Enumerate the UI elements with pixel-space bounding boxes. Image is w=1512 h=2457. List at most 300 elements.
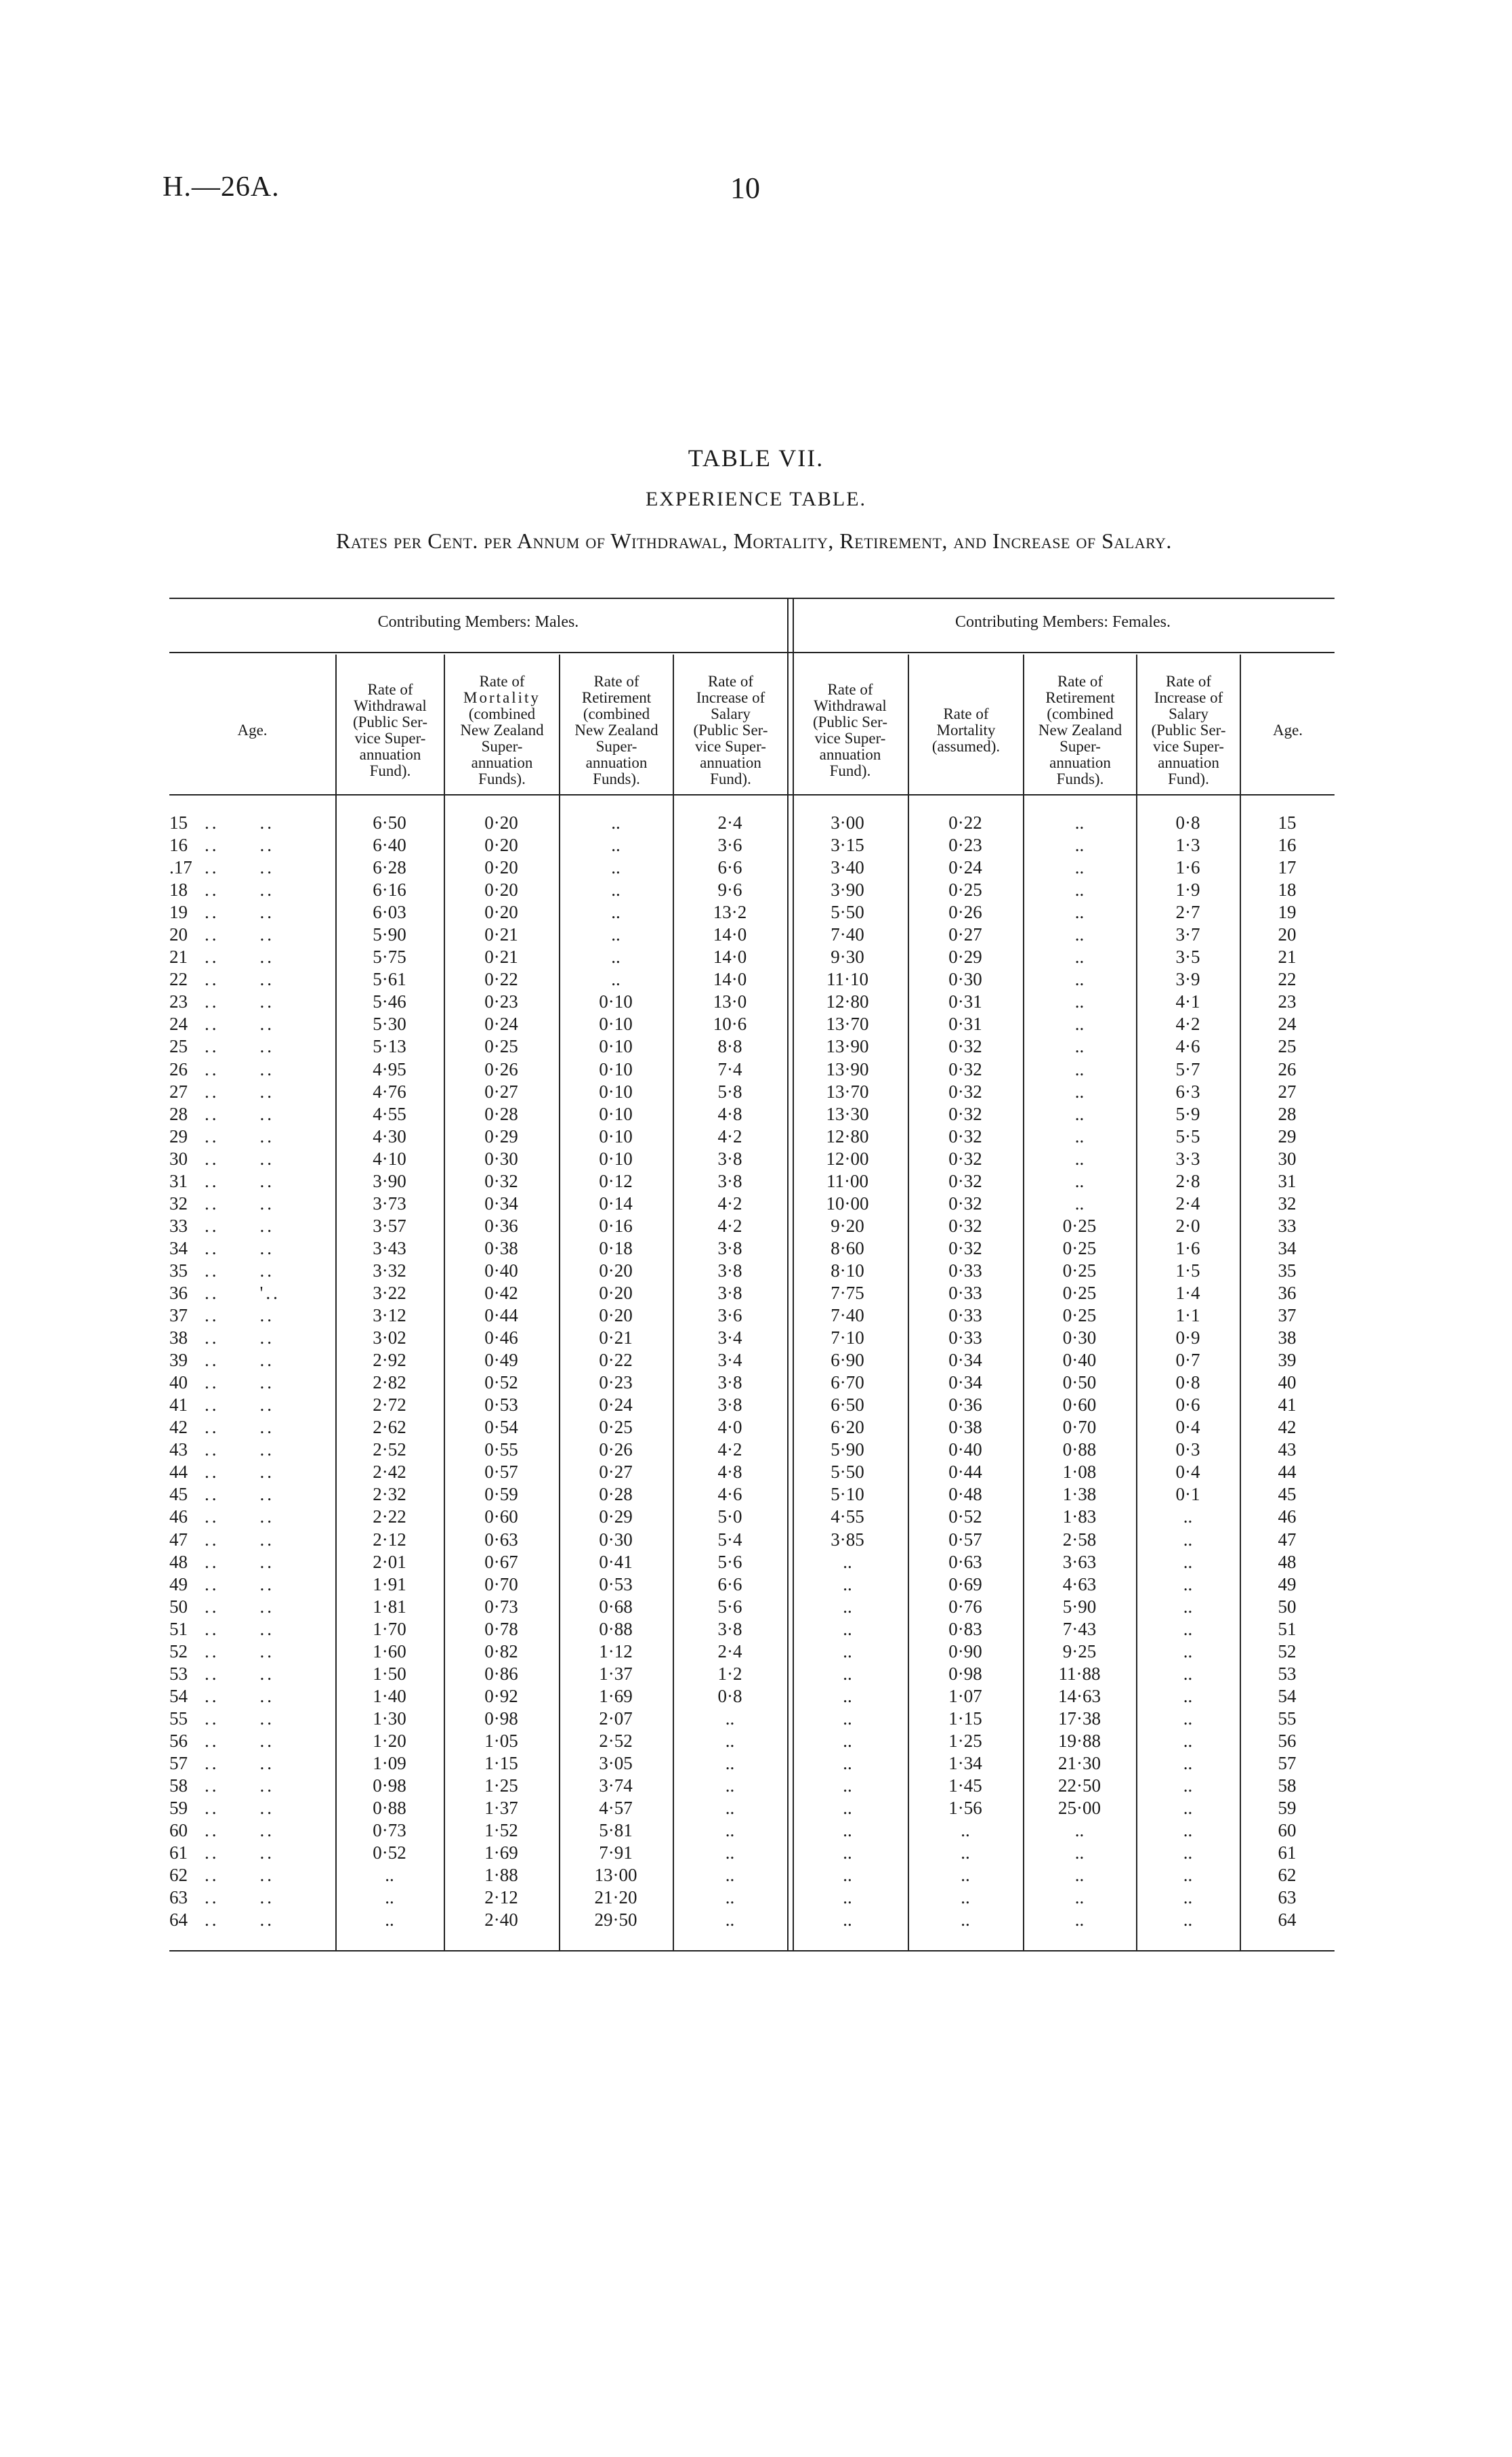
leader-dots: .. — [259, 1036, 274, 1057]
male-retirement-cell: 13·00 — [594, 1865, 637, 1886]
male-withdrawal-cell: 1·60 — [373, 1640, 406, 1661]
age-value: 37 — [169, 1305, 188, 1326]
female-salary-cell: 0·7 — [1175, 1350, 1200, 1371]
age-right-cell: 42 — [1278, 1417, 1297, 1438]
male-withdrawal-cell: 2·01 — [373, 1551, 406, 1572]
female-retirement-cell: .. — [1074, 835, 1085, 856]
female-retirement-cell: .. — [1074, 1058, 1085, 1079]
table-row — [169, 1506, 1335, 1528]
female-salary-cell: 4·6 — [1175, 1036, 1200, 1057]
age-value: 61 — [169, 1842, 188, 1863]
female-retirement-cell: .. — [1074, 1103, 1085, 1124]
male-withdrawal-cell: 4·10 — [373, 1148, 406, 1169]
age-value: 27 — [169, 1081, 188, 1102]
female-salary-cell: 0·9 — [1175, 1327, 1200, 1348]
male-mortality-cell: 1·25 — [484, 1775, 518, 1796]
table-row — [169, 1215, 1335, 1237]
female-retirement-cell: 0·30 — [1062, 1327, 1097, 1348]
male-withdrawal-cell: 1·20 — [373, 1730, 406, 1751]
page-number: 10 — [730, 171, 760, 205]
female-mortality-cell: 1·07 — [948, 1685, 982, 1706]
female-mortality-cell: 1·15 — [948, 1708, 982, 1729]
female-salary-cell: 2·8 — [1175, 1170, 1200, 1191]
male-withdrawal-cell: .. — [385, 1909, 394, 1930]
table-row — [169, 1886, 1335, 1909]
age-value: 58 — [169, 1775, 188, 1796]
table-row — [169, 1797, 1335, 1819]
female-mortality-cell: 0·63 — [948, 1551, 982, 1572]
table-row — [169, 1013, 1335, 1035]
age-right-cell: 40 — [1278, 1372, 1297, 1393]
male-salary-cell: 2·4 — [717, 812, 742, 833]
leader-dots: .. — [259, 1462, 274, 1483]
female-retirement-cell: 17·38 — [1058, 1708, 1101, 1729]
male-withdrawal-cell: 5·30 — [373, 1014, 406, 1035]
female-mortality-cell: 0·31 — [948, 991, 982, 1012]
age-right-cell: 62 — [1278, 1865, 1297, 1886]
female-withdrawal-cell: 11·00 — [826, 1170, 868, 1191]
leader-dots: .. — [205, 1395, 219, 1416]
male-retirement-cell: 0·10 — [599, 1058, 633, 1079]
age-value: 23 — [169, 991, 188, 1012]
female-mortality-cell: 0·33 — [948, 1283, 982, 1303]
table-row — [169, 1909, 1335, 1931]
female-mortality-cell: 0·30 — [948, 969, 982, 990]
age-cell — [169, 1260, 335, 1282]
leader-dots: .. — [205, 857, 219, 878]
age-right-cell: 35 — [1278, 1260, 1297, 1281]
male-salary-cell: 2·4 — [717, 1640, 742, 1661]
age-right-cell: 31 — [1278, 1170, 1297, 1191]
female-retirement-cell: 19·88 — [1058, 1730, 1101, 1751]
age-value: 19 — [169, 902, 188, 923]
male-retirement-cell: 0·10 — [599, 1126, 633, 1147]
male-mortality-cell: 0·78 — [484, 1618, 518, 1639]
female-salary-cell: .. — [1183, 1842, 1193, 1863]
age-right-cell: 64 — [1278, 1909, 1297, 1930]
male-withdrawal-cell: 1·09 — [373, 1752, 406, 1773]
male-mortality-cell: 0·20 — [484, 812, 518, 833]
age-cell — [169, 1640, 335, 1663]
female-mortality-cell: 0·26 — [948, 902, 982, 923]
female-retirement-cell: 0·25 — [1062, 1283, 1097, 1303]
table-row — [169, 1551, 1335, 1573]
age-right-cell: 43 — [1278, 1439, 1297, 1460]
leader-dots: .. — [259, 1327, 274, 1348]
male-mortality-cell: 0·53 — [484, 1395, 518, 1416]
table-bottom-rule — [169, 1950, 1335, 1952]
table-row — [169, 812, 1335, 834]
leader-dots: .. — [205, 1350, 219, 1371]
male-mortality-cell: 0·20 — [484, 902, 518, 923]
female-salary-cell: 5·9 — [1175, 1103, 1200, 1124]
age-value: 46 — [169, 1506, 188, 1527]
leader-dots: .. — [205, 1820, 219, 1841]
leader-dots: .. — [259, 1014, 274, 1035]
female-withdrawal-cell: .. — [843, 1820, 852, 1841]
male-withdrawal-cell: 0·73 — [373, 1820, 406, 1841]
female-salary-cell: .. — [1183, 1752, 1193, 1773]
age-value: 20 — [169, 924, 188, 945]
age-cell — [169, 812, 335, 834]
leader-dots: .. — [259, 947, 274, 968]
male-salary-cell: 6·6 — [717, 1573, 742, 1594]
male-mortality-cell: 0·42 — [484, 1283, 518, 1303]
female-retirement-cell: .. — [1074, 1842, 1085, 1863]
male-salary-cell: .. — [725, 1708, 735, 1729]
age-value: 43 — [169, 1439, 188, 1460]
female-mortality-cell: 0·48 — [948, 1484, 982, 1505]
female-salary-cell: 2·7 — [1175, 902, 1200, 923]
female-retirement-cell: 2·58 — [1062, 1529, 1097, 1550]
age-cell — [169, 1349, 335, 1371]
female-mortality-cell: 0·34 — [948, 1350, 982, 1371]
age-cell — [169, 1193, 335, 1215]
female-mortality-cell: 0·57 — [948, 1529, 982, 1550]
female-withdrawal-cell: .. — [843, 1685, 852, 1706]
male-withdrawal-cell: 2·42 — [373, 1462, 406, 1483]
female-salary-cell: .. — [1183, 1909, 1193, 1930]
leader-dots: .. — [205, 1752, 219, 1773]
female-withdrawal-cell: 5·90 — [831, 1439, 864, 1460]
male-mortality-cell: 0·26 — [484, 1058, 518, 1079]
male-withdrawal-cell: 5·61 — [373, 969, 406, 990]
age-value: 62 — [169, 1865, 188, 1886]
table-row — [169, 924, 1335, 946]
table-row — [169, 1730, 1335, 1752]
female-withdrawal-cell: 8·10 — [831, 1260, 864, 1281]
male-retirement-cell: 0·10 — [599, 991, 633, 1012]
leader-dots: .. — [205, 1551, 219, 1572]
experience-table — [169, 812, 1335, 1931]
female-retirement-cell: 1·38 — [1062, 1484, 1097, 1505]
female-mortality-cell: 0·32 — [948, 1148, 982, 1169]
leader-dots: .. — [259, 1439, 274, 1460]
table-name: EXPERIENCE TABLE. — [645, 488, 867, 510]
male-salary-cell: 13·0 — [713, 991, 747, 1012]
female-withdrawal-cell: 13·70 — [826, 1014, 869, 1035]
male-salary-cell: 5·4 — [717, 1529, 742, 1550]
male-withdrawal-cell: 6·50 — [373, 812, 406, 833]
female-retirement-cell: 0·25 — [1062, 1237, 1097, 1258]
age-cell — [169, 1886, 335, 1909]
table-row — [169, 1416, 1335, 1439]
female-salary-cell: 3·9 — [1175, 969, 1200, 990]
female-salary-cell: 0·8 — [1175, 1372, 1200, 1393]
male-retirement-cell: 0·26 — [599, 1439, 633, 1460]
male-mortality-cell: 0·59 — [484, 1484, 518, 1505]
male-retirement-cell: .. — [611, 924, 621, 945]
male-salary-cell: 3·8 — [717, 1170, 742, 1191]
male-salary-cell: .. — [725, 1865, 735, 1886]
female-withdrawal-cell: 10·00 — [826, 1193, 869, 1214]
leader-dots: .. — [259, 1685, 274, 1706]
female-retirement-cell: .. — [1074, 991, 1085, 1012]
male-withdrawal-cell: 3·32 — [373, 1260, 406, 1281]
table-row — [169, 991, 1335, 1013]
male-salary-header: Rate of Increase of Salary (Public Ser- vice Super- annuation Fund). — [693, 673, 768, 787]
male-withdrawal-cell: 2·92 — [373, 1350, 406, 1371]
female-salary-cell: 1·3 — [1175, 835, 1200, 856]
age-cell — [169, 1506, 335, 1528]
leader-dots: .. — [205, 947, 219, 968]
female-retirement-cell: 5·90 — [1062, 1596, 1097, 1617]
female-salary-cell: 0·1 — [1175, 1484, 1200, 1505]
male-salary-cell: .. — [725, 1775, 735, 1796]
leader-dots: .. — [259, 1103, 274, 1124]
leader-dots: .. — [205, 1260, 219, 1281]
age-value: 41 — [169, 1395, 188, 1416]
female-withdrawal-cell: 5·50 — [831, 1462, 864, 1483]
male-salary-cell: 14·0 — [713, 924, 747, 945]
female-mortality-cell: .. — [961, 1820, 970, 1841]
male-withdrawal-cell: 5·13 — [373, 1036, 406, 1057]
male-retirement-cell: 5·81 — [599, 1820, 633, 1841]
male-withdrawal-cell: 4·95 — [373, 1058, 406, 1079]
table-row — [169, 968, 1335, 991]
age-value: 60 — [169, 1820, 188, 1841]
female-retirement-cell: .. — [1074, 1820, 1085, 1841]
male-withdrawal-cell: 1·50 — [373, 1663, 406, 1684]
leader-dots: .. — [259, 1484, 274, 1505]
table-row — [169, 1260, 1335, 1282]
leader-dots: .. — [259, 1215, 274, 1236]
leader-dots: .. — [259, 812, 274, 833]
males-group-header: Contributing Members: Males. — [377, 613, 579, 631]
female-withdrawal-cell: 7·40 — [831, 924, 864, 945]
female-mortality-cell: 0·33 — [948, 1305, 982, 1326]
female-withdrawal-cell: .. — [843, 1551, 852, 1572]
age-value: 22 — [169, 969, 188, 990]
age-value: 64 — [169, 1909, 188, 1930]
female-retirement-cell: 4·63 — [1062, 1573, 1097, 1594]
leader-dots: .. — [259, 1506, 274, 1527]
male-retirement-cell: 7·91 — [599, 1842, 633, 1863]
table-row — [169, 1327, 1335, 1349]
leader-dots: .. — [205, 1417, 219, 1438]
female-salary-cell: .. — [1183, 1798, 1193, 1819]
age-cell — [169, 856, 335, 879]
female-mortality-cell: 1·45 — [948, 1775, 982, 1796]
female-withdrawal-cell: 3·85 — [831, 1529, 864, 1550]
table-row — [169, 1282, 1335, 1304]
male-salary-cell: .. — [725, 1887, 735, 1908]
female-withdrawal-cell: 4·55 — [831, 1506, 864, 1527]
male-mortality-cell: 0·38 — [484, 1237, 518, 1258]
age-value: 29 — [169, 1126, 188, 1147]
age-value: 47 — [169, 1529, 188, 1550]
age-right-cell: 41 — [1278, 1395, 1297, 1416]
male-retirement-cell: 0·20 — [599, 1260, 633, 1281]
female-retirement-cell: .. — [1074, 969, 1085, 990]
age-cell — [169, 1708, 335, 1730]
age-cell — [169, 1730, 335, 1752]
leader-dots: .. — [205, 1708, 219, 1729]
female-withdrawal-cell: 6·20 — [831, 1417, 864, 1438]
female-salary-cell: 1·6 — [1175, 857, 1200, 878]
male-mortality-cell: 0·20 — [484, 880, 518, 901]
male-salary-cell: 3·6 — [717, 1305, 742, 1326]
male-salary-cell: .. — [725, 1909, 735, 1930]
leader-dots: .. — [259, 1551, 274, 1572]
leader-dots: .. — [259, 1663, 274, 1684]
male-withdrawal-cell: 2·62 — [373, 1417, 406, 1438]
age-value: 56 — [169, 1730, 188, 1751]
female-salary-cell: .. — [1183, 1596, 1193, 1617]
leader-dots: .. — [205, 1887, 219, 1908]
age-cell — [169, 1013, 335, 1035]
age-right-cell: 19 — [1278, 902, 1297, 923]
leader-dots: .. — [205, 969, 219, 990]
leader-dots: .. — [259, 1775, 274, 1796]
age-right-cell: 34 — [1278, 1237, 1297, 1258]
leader-dots: .. — [259, 1909, 274, 1930]
male-mortality-cell: 0·60 — [484, 1506, 518, 1527]
male-withdrawal-cell: 1·81 — [373, 1596, 406, 1617]
leader-dots: .. — [259, 1596, 274, 1617]
male-retirement-cell: 0·20 — [599, 1283, 633, 1303]
leader-dots: .. — [259, 1350, 274, 1371]
male-mortality-cell: 0·21 — [484, 947, 518, 968]
age-cell — [169, 1529, 335, 1551]
male-mortality-cell: 0·86 — [484, 1663, 518, 1684]
female-retirement-cell: 22·50 — [1058, 1775, 1101, 1796]
male-salary-cell: 4·6 — [717, 1484, 742, 1505]
male-salary-cell: 9·6 — [717, 880, 742, 901]
male-salary-cell: 3·8 — [717, 1283, 742, 1303]
male-retirement-cell: 0·28 — [599, 1484, 633, 1505]
female-withdrawal-cell: 5·50 — [831, 902, 864, 923]
male-retirement-cell: .. — [611, 947, 621, 968]
age-right-cell: 16 — [1278, 835, 1297, 856]
male-mortality-cell: 1·05 — [484, 1730, 518, 1751]
male-retirement-cell: 0·16 — [599, 1215, 633, 1236]
male-retirement-cell: .. — [611, 835, 621, 856]
table-row — [169, 1304, 1335, 1327]
female-retirement-cell: 3·63 — [1062, 1551, 1097, 1572]
leader-dots: .. — [205, 1640, 219, 1661]
age-right-cell: 28 — [1278, 1103, 1297, 1124]
male-mortality-cell: 0·20 — [484, 835, 518, 856]
female-salary-cell: 1·9 — [1175, 880, 1200, 901]
age-value: 28 — [169, 1103, 188, 1124]
female-mortality-cell: .. — [961, 1865, 970, 1886]
table-row — [169, 879, 1335, 901]
age-right-cell: 33 — [1278, 1215, 1297, 1236]
female-mortality-cell: .. — [961, 1842, 970, 1863]
male-retirement-cell: 0·10 — [599, 1148, 633, 1169]
female-salary-cell: .. — [1183, 1663, 1193, 1684]
male-mortality-cell: 0·73 — [484, 1596, 518, 1617]
leader-dots: .. — [205, 1596, 219, 1617]
female-retirement-header: Rate of Retirement (combined New Zealand Super- annuation Funds). — [1038, 673, 1122, 787]
female-mortality-cell: 0·90 — [948, 1640, 982, 1661]
female-mortality-cell: 1·56 — [948, 1798, 982, 1819]
leader-dots: .. — [205, 1081, 219, 1102]
female-salary-cell: 1·6 — [1175, 1237, 1200, 1258]
male-retirement-cell: 4·57 — [599, 1798, 633, 1819]
male-salary-cell: 3·8 — [717, 1618, 742, 1639]
male-withdrawal-cell: 3·12 — [373, 1305, 406, 1326]
age-right-cell: 38 — [1278, 1327, 1297, 1348]
female-withdrawal-cell: 7·40 — [831, 1305, 864, 1326]
female-salary-header: Rate of Increase of Salary (Public Ser- vice Super- annuation Fund). — [1151, 673, 1226, 787]
male-withdrawal-cell: 2·82 — [373, 1372, 406, 1393]
age-right-cell: 20 — [1278, 924, 1297, 945]
male-salary-cell: 14·0 — [713, 947, 747, 968]
leader-dots: .. — [259, 1640, 274, 1661]
age-cell — [169, 1461, 335, 1483]
male-mortality-cell: 0·25 — [484, 1036, 518, 1057]
female-withdrawal-cell: .. — [843, 1842, 852, 1863]
female-withdrawal-cell: 13·90 — [826, 1058, 869, 1079]
leader-dots: .. — [259, 924, 274, 945]
male-withdrawal-cell: 4·76 — [373, 1081, 406, 1102]
leader-dots: '.. — [259, 1283, 280, 1303]
leader-dots: .. — [205, 1484, 219, 1505]
female-withdrawal-cell: .. — [843, 1909, 852, 1930]
leader-dots: .. — [205, 1036, 219, 1057]
male-mortality-cell: 0·28 — [484, 1103, 518, 1124]
age-value: 57 — [169, 1752, 188, 1773]
female-mortality-cell: 0·29 — [948, 947, 982, 968]
male-mortality-cell: 0·44 — [484, 1305, 518, 1326]
male-salary-cell: 3·8 — [717, 1148, 742, 1169]
female-retirement-cell: .. — [1074, 1170, 1085, 1191]
male-salary-cell: 3·8 — [717, 1237, 742, 1258]
leader-dots: .. — [259, 1752, 274, 1773]
female-retirement-cell: 21·30 — [1058, 1752, 1101, 1773]
age-right-column-header: Age. — [1272, 722, 1303, 739]
male-mortality-cell: 0·54 — [484, 1417, 518, 1438]
age-right-cell: 21 — [1278, 947, 1297, 968]
table-row — [169, 901, 1335, 924]
female-salary-cell: .. — [1183, 1708, 1193, 1729]
female-mortality-cell: 0·24 — [948, 857, 982, 878]
male-salary-cell: 4·2 — [717, 1439, 742, 1460]
female-withdrawal-cell: 3·00 — [831, 812, 864, 833]
female-withdrawal-cell: .. — [843, 1730, 852, 1751]
table-row — [169, 1193, 1335, 1215]
age-cell — [169, 1237, 335, 1260]
male-retirement-cell: .. — [611, 969, 621, 990]
age-value: 32 — [169, 1193, 188, 1214]
female-mortality-cell: 0·98 — [948, 1663, 982, 1684]
age-value: 25 — [169, 1036, 188, 1057]
table-row — [169, 1752, 1335, 1775]
female-mortality-cell: 1·25 — [948, 1730, 982, 1751]
female-mortality-cell: 0·33 — [948, 1327, 982, 1348]
male-retirement-cell: 0·10 — [599, 1014, 633, 1035]
age-value: 42 — [169, 1417, 188, 1438]
male-salary-cell: 1·2 — [717, 1663, 742, 1684]
age-right-cell: 30 — [1278, 1148, 1297, 1169]
female-salary-cell: .. — [1183, 1640, 1193, 1661]
male-withdrawal-cell: 2·52 — [373, 1439, 406, 1460]
female-mortality-cell: 0·31 — [948, 1014, 982, 1035]
male-withdrawal-header: Rate of Withdrawal (Public Ser- vice Super- annuation Fund). — [352, 681, 428, 779]
age-right-cell: 53 — [1278, 1663, 1297, 1684]
leader-dots: .. — [259, 1170, 274, 1191]
female-salary-cell: .. — [1183, 1685, 1193, 1706]
male-retirement-cell: 0·22 — [599, 1350, 633, 1371]
age-right-cell: 22 — [1278, 969, 1297, 990]
age-right-cell: 37 — [1278, 1305, 1297, 1326]
age-cell — [169, 1170, 335, 1193]
male-retirement-cell: 0·21 — [599, 1327, 633, 1348]
female-withdrawal-cell: .. — [843, 1708, 852, 1729]
leader-dots: .. — [259, 880, 274, 901]
